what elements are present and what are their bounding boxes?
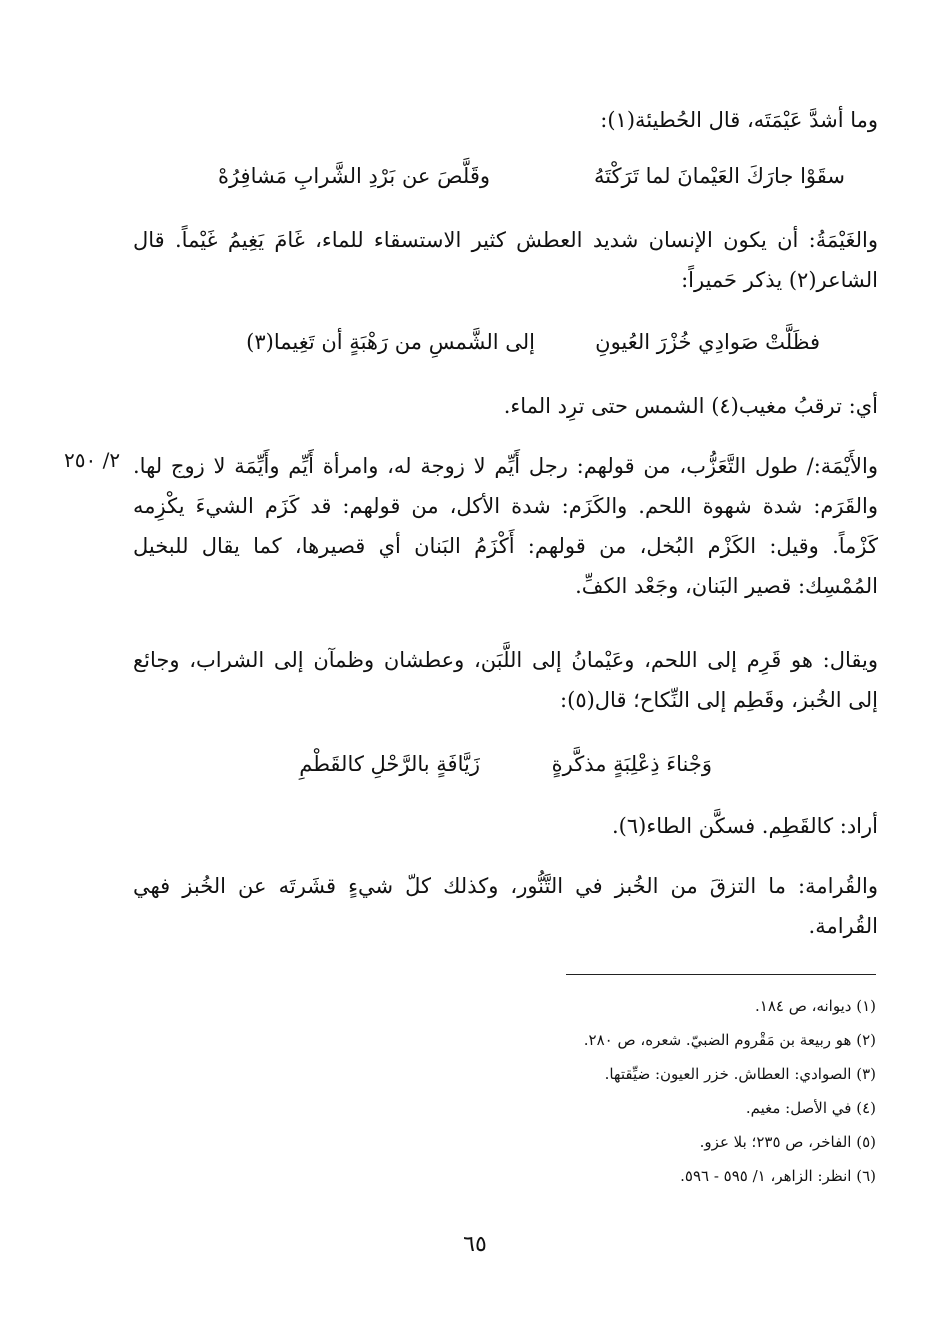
verse-1 [0,156,950,196]
line-arada: أراد: كالقَطِم. فسكَّن الطاء(٦). [612,814,878,838]
line-intro-hutayah: وما أشدَّ عَيْمَتَه، قال الحُطيئة(١): [600,108,878,132]
footnote-6: (٦) انظر: الزاهر، ١/ ٥٩٥ - ٥٩٦. [680,1167,876,1185]
footnote-4: (٤) في الأصل: مغيم. [745,1099,876,1117]
verse-3-first-hemistich: وَجْناءَ ذِعْلِبَةٍ مذكَّرةٍ [551,752,712,776]
verse-1-second-hemistich: وقَلَّصَ عن بَرْدِ الشَّرابِ مَشافِرُهْ [217,164,490,188]
footnote-3: (٣) الصوادي: العطاش. خزر العيون: ضيِّقتها. [604,1065,876,1083]
footnote-2: (٢) هو ربيعة بن مَقْروم الضبيّ. شعره، ص ٢٨٠. [583,1031,876,1049]
page-number: ٦٥ [463,1232,487,1257]
verse-2-first-hemistich: فظَلَّتْ صَوادِي خُزْرَ العُيونِ [595,330,820,354]
verse-2-second-hemistich: إلى الشَّمسِ من رَهْبَةٍ أن تَغِيما(٣) [246,330,535,354]
line-tarqub: أي: ترقبُ مغيب(٤) الشمس حتى ترِد الماء. [503,394,878,418]
verse-2 [0,322,950,362]
verse-3-second-hemistich: زَيَّافَةٍ بالرَّحْلِ كالقَطْمِ [299,752,480,776]
footnote-1: (١) ديوانه، ص ١٨٤. [755,997,876,1015]
paragraph-qurama: والقُرامة: ما التزقَ من الخُبز في التَّنُّور، وكذلك كلّ شيءٍ قشَرتَه عن الخُبز فهي القُرامة. [133,874,878,938]
verse-3 [0,744,950,784]
paragraph-ghaymah: والغَيْمَةُ: أن يكون الإنسان شديد العطش كثير الاستسقاء للماء، غَامَ يَغِيمُ غَيْماً. قال الشاعر(٢) يذكر حَميراً: [133,228,878,292]
verse-1-first-hemistich: سقَوْا جارَكَ العَيْمانَ لما تَرَكْتَهُ [593,164,845,188]
footnote-separator [566,974,876,975]
footnote-5: (٥) الفاخر، ص ٢٣٥؛ بلا عزو. [699,1133,876,1151]
marginal-page-reference: ٢/ ٢٥٠ [64,448,121,472]
paragraph-aymah: والأَيْمَة:/ طول التَّعَزُّب، من قولهم: رجل أَيِّم لا زوجة له، وامرأة أَيِّم وأَيِّمَة لا زوج لها. والقَرَم: شدة شهوة اللحم. والكَزَم: شدة الأكل، من قولهم: قد كَزَم الشيءَ يكْزِمه كَزْماً. وقيل: الكَزْم البُخل، من قولهم: أَكْزَمُ البَنان أي قصيرها، كما يقال للبخيل المُمْسِك: قصير البَنان، وجَعْد الكفِّ. [133,454,878,598]
paragraph-qarim: ويقال: هو قَرِم إلى اللحم، وعَيْمانُ إلى اللَّبَن، وعطشان وظمآن إلى الشراب، وجائع إلى الخُبز، وقَطِم إلى النِّكاح؛ قال(٥): [133,648,878,712]
